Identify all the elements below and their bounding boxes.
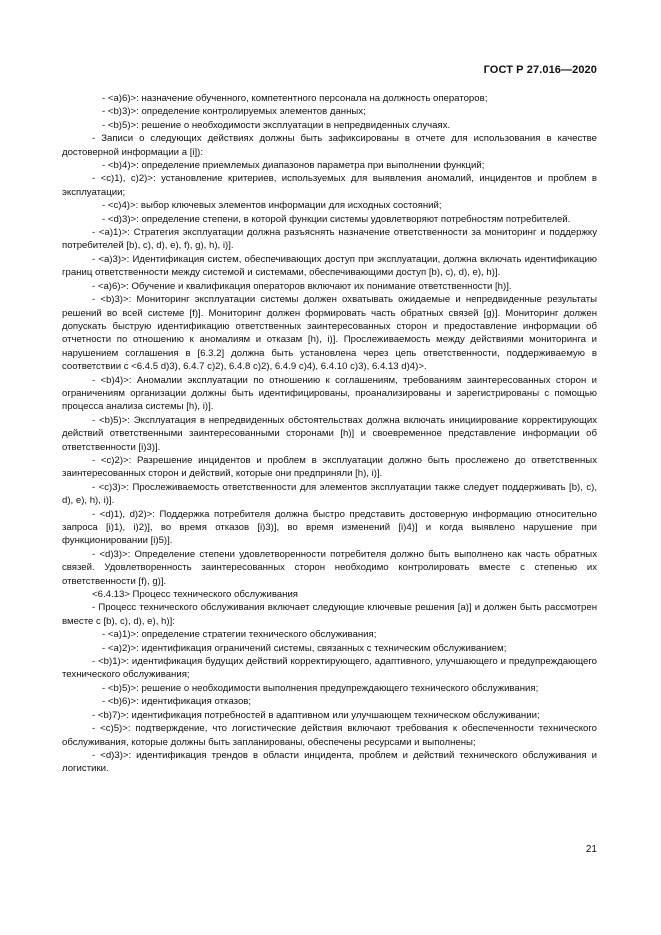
paragraph: - <b)4)>: определение приемлемых диапазонов параметра при выполнении функций; [102,160,485,172]
paragraph: - <c)2)>: Разрешение инцидентов и проблем в эксплуатации должно быть прослежено до ответственных заинтересованных сторон и действий, которые они предприняли [h), i)]. [62,454,597,480]
paragraph: - <d)3)>: идентификация трендов в области инцидента, проблем и действий технического обслуживания и логистики. [62,749,597,775]
paragraph: - <b)5)>: Эксплуатация в непредвиденных обстоятельствах должна включать инициирование корректирующих действий ответственными заинтересованными сторонами [h)] и своевременное представление информации об ответственности [i)3)]. [62,414,597,453]
paragraph: - Записи о следующих действиях должны быть зафиксированы в отчете для использования в качестве достоверной информации а [i]): [62,133,597,158]
paragraph: - <a)6)>: назначение обученного, компетентного персонала на должность операторов; [102,93,488,104]
paragraph: - <a)3)>: Идентификация систем, обеспечивающих доступ при эксплуатации, должна включать идентификацию границ ответственности между системой и системами, обеспечивающими доступ [b), c), d), e), h)]. [62,253,597,279]
paragraph: - <b)7)>: идентификация потребностей в адаптивном или улучшающем техническом обслуживании; [92,709,540,721]
paragraph: - <a)2)>: идентификация ограничений системы, связанных с техническим обслуживанием; [102,642,507,654]
paragraph: - Процесс технического обслуживания включает следующие ключевые решения [a)] и должен быть рассмотрен вместе с [b), c), d), e), h)]: [62,602,597,627]
body-text [62,92,597,776]
paragraph: - <c)4)>: выбор ключевых элементов информации для исходных состояний; [102,200,442,212]
paragraph: - <b)4)>: Аномалии эксплуатации по отношению к соглашениям, требованиям заинтересованных сторон и ограничениям организации должны быть идентифицированы, проанализированы и зарегистрированы с помощью процесса анализа системы [h), i)]. [62,374,597,413]
paragraph: - <b)3)>: определение контролируемых элементов данных; [102,106,366,118]
paragraph: - <a)6)>: Обучение и квалификация операторов включают их понимание ответственности [h)]. [92,280,512,292]
paragraph: - <c)1), c)2)>: установление критериев, используемых для выявления аномалий, инцидентов и проблем в эксплуатации; [62,173,597,198]
paragraph: - <b)5)>: решение о необходимости эксплуатации в непредвиденных случаях. [102,119,451,131]
section-heading: <6.4.13> Процесс технического обслуживания [92,589,298,601]
paragraph: - <b)3)>: Мониторинг эксплуатации системы должен охватывать ожидаемые и непредвиденные результаты решений во всей системе [f)]. Мониторинг должен формировать часть обратных связей [g)]. Мониторинг должен допускать быструю идентификацию ответственных заинтересованных сторон и предоставление информации об отчетности по отношению к аномалиям и отказам [h), i)]. Прослеживаемость между действиями мониторинга и нарушением соглашения в [6.3.2] должна быть установлена через цепь ответственности, поддерживаемую в соответствии с <6.4.5 d)3), 6.4.7 c)2), 6.4.8 c)2), 6.4.9 c)4), 6.4.10 c)3), 6.4.13 d)4)>. [62,294,597,373]
paragraph: - <b)6)>: идентификация отказов; [102,696,252,708]
paragraph: - <d)3)>: определение степени, в которой функции системы удовлетворяют потребностям потребителей. [102,213,571,225]
paragraph: - <a)1)>: Стратегия эксплуатации должна разъяснять назначение ответственности за мониторинг и поддержку потребителей [b), c), d), e), f), g), h), i)]. [62,227,597,252]
paragraph: - <d)1), d)2)>: Поддержка потребителя должна быстро представить достоверную информацию относительно запроса [i)1), i)2)], во время отказов [i)3)], во время изменений [i)4)] и когда выявлено нарушение при функционировании [i)5)]. [62,508,597,547]
paragraph: - <c)5)>: подтверждение, что логистические действия включают требования к обеспеченности технического обслуживания, которые должны быть запланированы, обеспечены ресурсами и выполнены; [62,723,597,748]
paragraph: - <b)1)>: идентификация будущих действий корректирующего, адаптивного, улучшающего и предупреждающего технического обслуживания; [62,656,597,681]
paragraph: - <a)1)>: определение стратегии технического обслуживания; [102,629,377,641]
paragraph: - <b)5)>: решение о необходимости выполнения предупреждающего технического обслуживания; [102,682,539,694]
standard-designation: ГОСТ Р 27.016—2020 [483,64,597,76]
page-number: 21 [585,844,597,855]
paragraph: - <d)3)>: Определение степени удовлетворенности потребителя должно быть выполнено как часть обратных связей. Удовлетворенность заинтересованных сторон необходимо контролировать вместе с степенью их ответственности [f), g)]. [62,548,597,587]
paragraph: - <c)3)>: Прослеживаемость ответственности для элементов эксплуатации также следует поддерживать [b), c), d), e), h), i)]. [62,481,597,507]
